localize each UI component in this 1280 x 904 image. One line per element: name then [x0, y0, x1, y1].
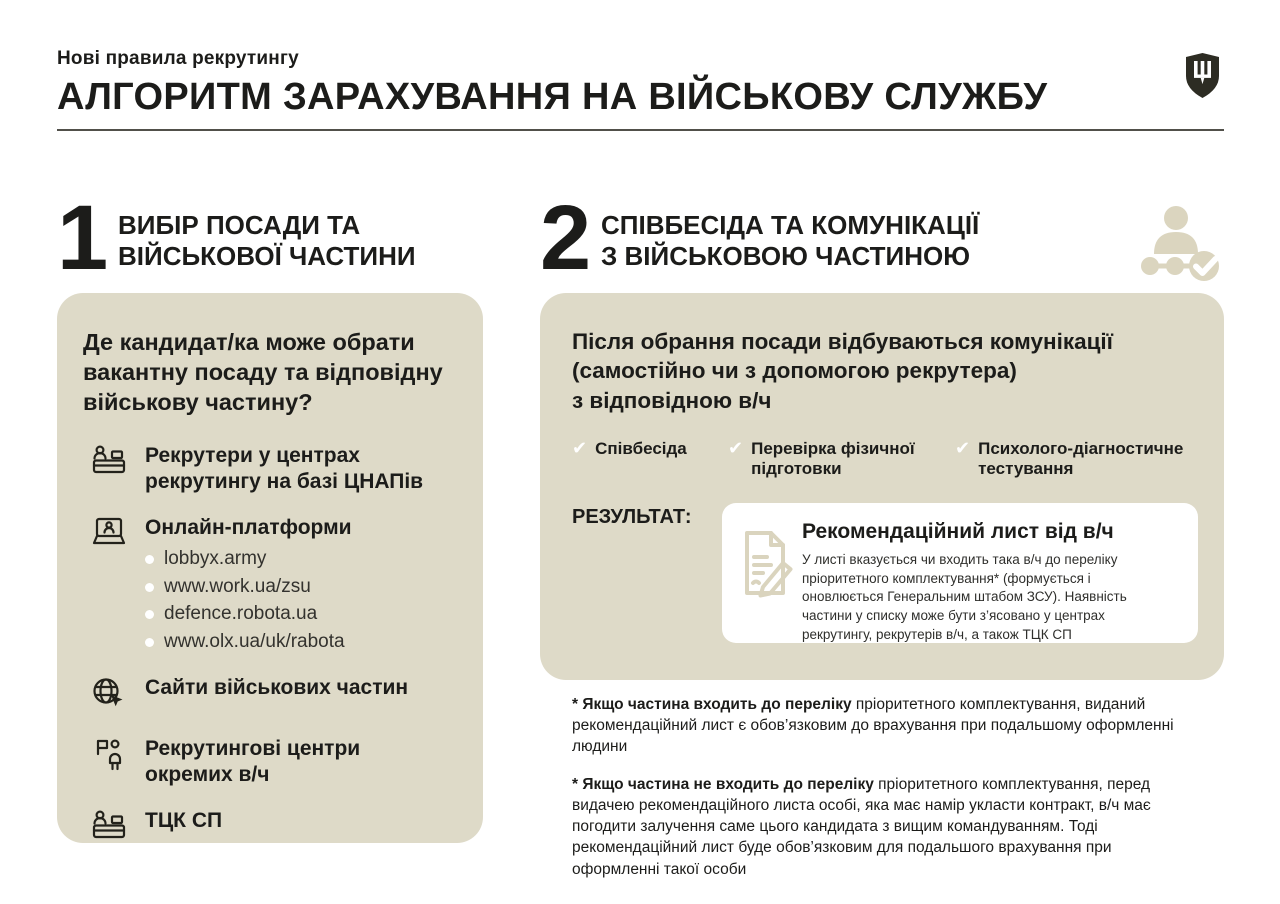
list-item-label: Онлайн-платформи: [145, 516, 352, 540]
link-text: lobbyx.army: [164, 547, 267, 569]
checkmark-icon: ✔: [728, 438, 744, 459]
step2-number: 2: [540, 187, 592, 289]
platform-link: [145, 603, 352, 626]
page-title: АЛГОРИТМ ЗАРАХУВАННЯ НА ВІЙСЬКОВУ СЛУЖБУ: [57, 76, 1048, 118]
step2-intro: [572, 327, 1113, 415]
list-item-label: Рекрутингові центри окремих в/ч: [145, 737, 361, 786]
list-item-tck-sp: [91, 808, 445, 846]
checkmark-icon: ✔: [955, 438, 971, 459]
card-title: Рекомендаційний лист від в/ч: [802, 520, 1114, 543]
link-text: www.olx.ua/uk/rabota: [164, 631, 345, 653]
step2-heading-line1: СПІВБЕСІДА ТА КОМУНІКАЦІЇ: [601, 210, 980, 240]
online-platforms-block: [145, 515, 352, 654]
list-item-label: ТЦК СП: [145, 809, 223, 833]
globe-icon: [91, 675, 129, 715]
list-item-recruiters-cnap: [91, 443, 445, 494]
link-text: defence.robota.ua: [164, 603, 318, 625]
list-item-unit-recruiting-centers: [91, 736, 445, 787]
platform-link: [145, 631, 352, 654]
laptop-person-icon: [91, 515, 129, 654]
step1-number: 1: [57, 187, 109, 289]
footnote-rest: пріоритетного комплектування, виданий рекомендаційний лист є обов’язковим до врахування при подальшому оформленні людини: [572, 696, 1174, 756]
check-item-psych-test: [955, 439, 1215, 480]
check-label: Перевірка фізичної підготовки: [751, 439, 915, 479]
intro-line1: Після обрання посади відбуваються комунікації: [572, 329, 1113, 354]
reception-desk-icon: [91, 443, 129, 494]
step1-heading-line2: ВІЙСЬКОВОЇ ЧАСТИНИ: [118, 241, 416, 272]
footnote-rest: пріоритетного комплектування, перед видачею рекомендаційного листа особі, яка має намір укласти контракт, в/ч має погодити залучення саме цього кандидата з вищим командуванням. Тоді рекомендаційний лист буде обов’язковим для подальшого врахування при оформленні такої особи: [572, 776, 1151, 878]
question-line1: Де кандидат/ка може обрати: [83, 329, 415, 355]
list-item-unit-websites: [91, 675, 445, 715]
intro-line2: (самостійно чи з допомогою рекрутера): [572, 358, 1017, 384]
bullet-dot-icon: [145, 555, 154, 564]
bullet-dot-icon: [145, 583, 154, 592]
people-network-check-icon: [1140, 202, 1226, 288]
footnotes: [572, 694, 1200, 897]
footnote-not-in-list: [572, 774, 1200, 879]
platform-link: [145, 576, 352, 599]
bullet-dot-icon: [145, 610, 154, 619]
footnote-in-list: [572, 694, 1200, 757]
list-item-label: Сайти військових частин: [145, 676, 409, 700]
document-pencil-icon: [739, 529, 795, 604]
intro-line3: з відповідною в/ч: [572, 387, 772, 413]
question-line2: вакантну посаду та відповідну: [83, 359, 443, 386]
reception-desk-icon: [91, 808, 129, 846]
step1-heading: [118, 210, 416, 272]
step1-list: [91, 443, 445, 867]
check-item-physical-test: [728, 439, 955, 480]
kicker-text: Нові правила рекрутингу: [57, 48, 299, 69]
footnote-bold: * Якщо частина входить до переліку: [572, 696, 852, 713]
checkmark-icon: ✔: [572, 438, 588, 459]
result-label: РЕЗУЛЬТАТ:: [572, 506, 692, 528]
step2-heading-line2: З ВІЙСЬКОВОЮ ЧАСТИНОЮ: [601, 241, 971, 272]
step2-panel: [540, 293, 1224, 680]
platform-links: [145, 548, 352, 654]
list-item-label: Рекрутери у центрах рекрутингу на базі ЦНАПів: [145, 444, 424, 493]
platform-link: [145, 548, 352, 571]
question-line3: військову частину?: [83, 389, 313, 416]
link-text: www.work.ua/zsu: [164, 575, 311, 597]
check-list: [572, 439, 1215, 480]
step2-heading: [601, 210, 979, 272]
step1-heading-line1: ВИБІР ПОСАДИ ТА: [118, 210, 361, 240]
bullet-dot-icon: [145, 638, 154, 647]
list-item-online-platforms: [91, 515, 445, 654]
step1-panel: [57, 293, 483, 843]
title-underline: [57, 129, 1224, 131]
recommendation-letter-card: [722, 503, 1198, 643]
step1-question: [83, 327, 443, 417]
person-flag-icon: [91, 736, 129, 787]
shield-trident-logo: [1186, 53, 1219, 98]
footnote-bold: * Якщо частина не входить до переліку: [572, 776, 874, 794]
card-body: У листі вказується чи входить така в/ч до переліку пріоритетного комплектування* (формується і оновлюється Генеральним штабом ЗСУ). Наявність частини у списку може бути з’ясовано у центрах рекрутингу, рекрутерів в/ч, а також ТЦК СП: [802, 552, 1127, 642]
check-label: Психолого-діагностичне тестування: [978, 439, 1184, 479]
check-item-interview: [572, 439, 728, 480]
check-label: Співбесіда: [595, 439, 687, 458]
